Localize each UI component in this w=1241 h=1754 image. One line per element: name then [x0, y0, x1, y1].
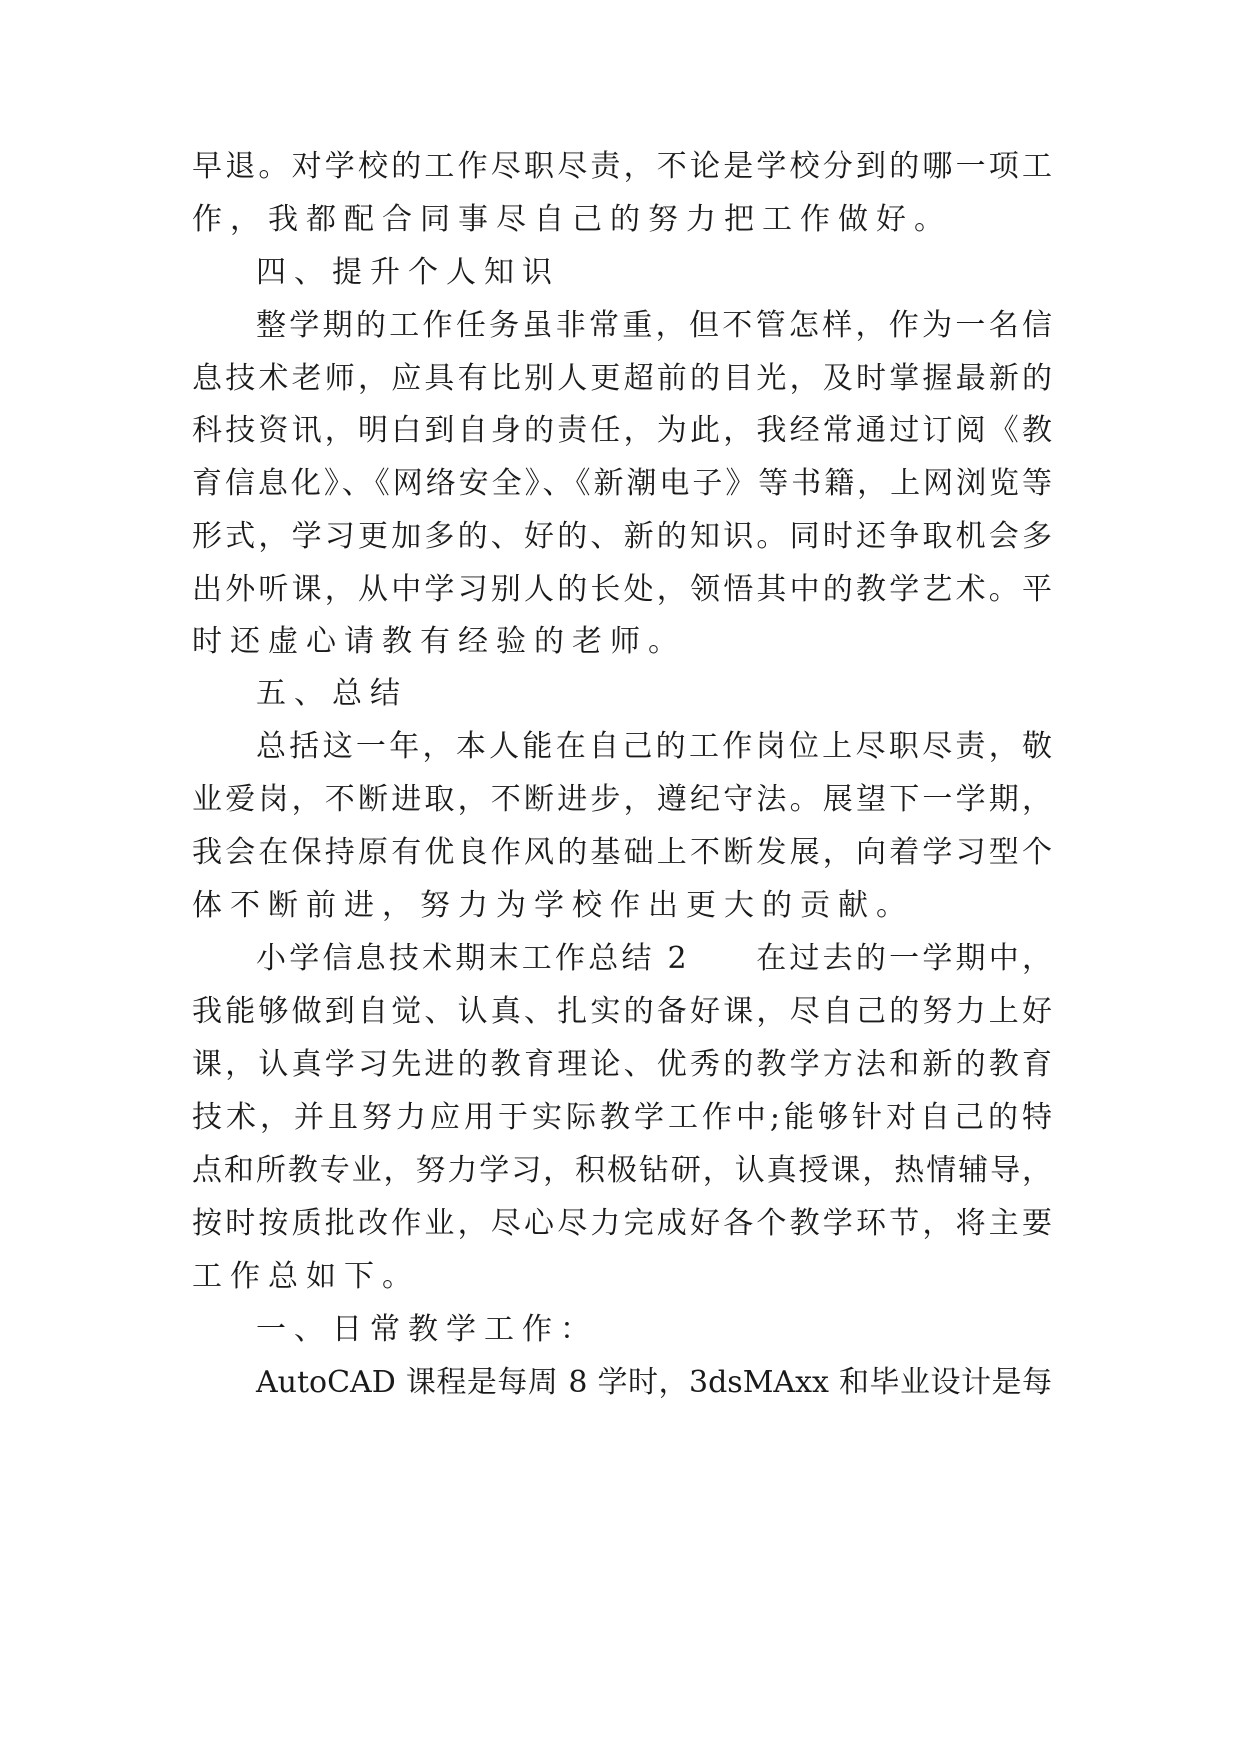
paragraph-line: 整学期的工作任务虽非常重，但不管怎样，作为一名信 [256, 308, 1052, 343]
paragraph-line: 出外听课，从中学习别人的长处，领悟其中的教学艺术。平 [192, 572, 1052, 607]
paragraph-line: 育信息化》、《网络安全》、《新潮电子》等书籍，上网浏览等 [192, 466, 1052, 501]
paragraph-line: 小学信息技术期末工作总结 2 在过去的一学期中， [256, 941, 1052, 976]
paragraph-line: 形式，学习更加多的、好的、新的知识。同时还争取机会多 [192, 519, 1052, 554]
paragraph-line: 点和所教专业，努力学习，积极钻研，认真授课，热情辅导， [192, 1153, 1052, 1188]
paragraph-line: 课，认真学习先进的教育理论、优秀的教学方法和新的教育 [192, 1047, 1052, 1082]
paragraph-line: 技术，并且努力应用于实际教学工作中;能够针对自己的特 [192, 1100, 1052, 1135]
paragraph-line: 总括这一年，本人能在自己的工作岗位上尽职尽责，敬 [256, 729, 1052, 764]
paragraph-line: 时还虚心请教有经验的老师。 [192, 624, 686, 659]
paragraph-line: 息技术老师，应具有比别人更超前的目光，及时掌握最新的 [192, 361, 1052, 396]
paragraph-line: 我能够做到自觉、认真、扎实的备好课，尽自己的努力上好 [192, 994, 1052, 1029]
section-heading: 一、日常教学工作： [256, 1312, 598, 1347]
paragraph-line: 按时按质批改作业，尽心尽力完成好各个教学环节，将主要 [192, 1206, 1052, 1241]
paragraph-line: 我会在保持原有优良作风的基础上不断发展，向着学习型个 [192, 835, 1052, 870]
section-heading: 五、总结 [256, 676, 408, 711]
paragraph-line: 作，我都配合同事尽自己的努力把工作做好。 [192, 202, 952, 237]
paragraph-line: AutoCAD 课程是每周 8 学时，3dsMAxx 和毕业设计是每 [256, 1365, 1052, 1400]
paragraph-line: 科技资讯，明白到自身的责任，为此，我经常通过订阅《教 [192, 413, 1052, 448]
paragraph-line: 早退。对学校的工作尽职尽责，不论是学校分到的哪一项工 [192, 149, 1052, 184]
paragraph-line: 工作总如下。 [192, 1259, 420, 1294]
paragraph-line: 体不断前进，努力为学校作出更大的贡献。 [192, 888, 914, 923]
section-heading: 四、提升个人知识 [256, 255, 560, 290]
paragraph-line: 业爱岗，不断进取，不断进步，遵纪守法。展望下一学期， [192, 782, 1052, 817]
